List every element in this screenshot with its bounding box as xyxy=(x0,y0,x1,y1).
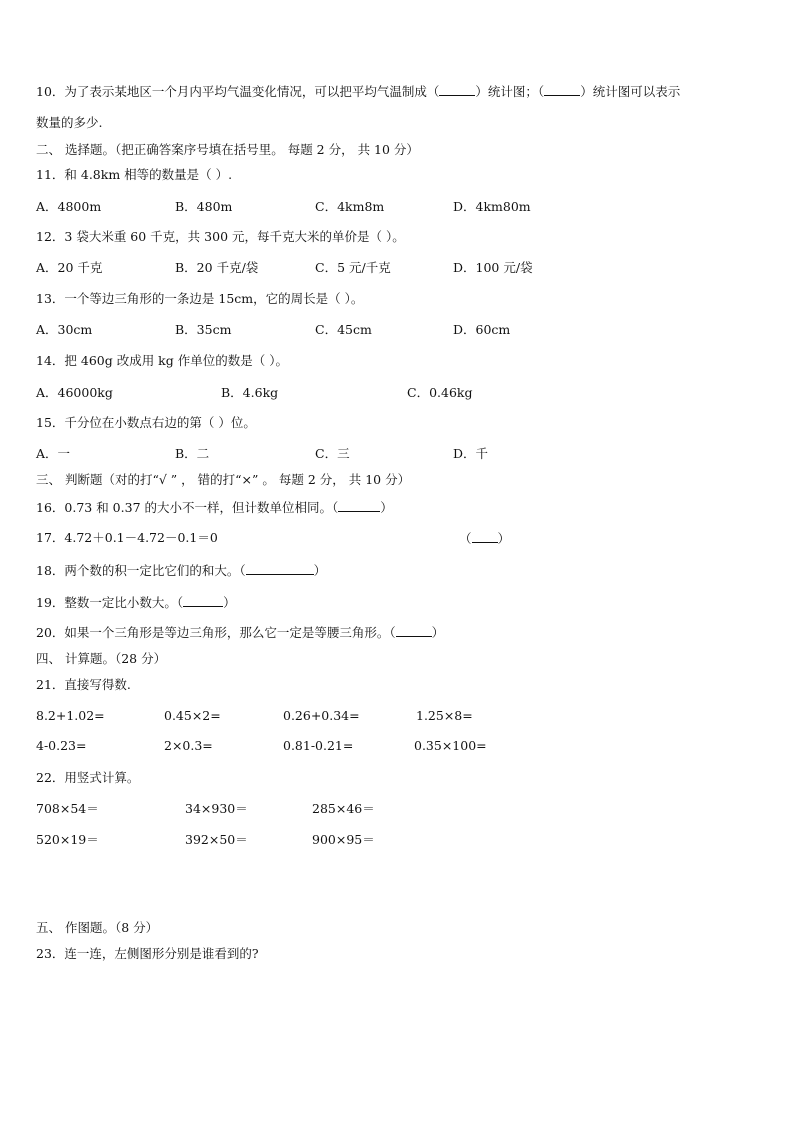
question-14-stem: 14．把 460g 改成用 kg 作单位的数是（ ）。 xyxy=(36,353,288,368)
close-paren: ） xyxy=(223,595,236,610)
open-paren: （ xyxy=(459,531,472,546)
q22-row-1 xyxy=(36,801,774,817)
calc-item: 285×46＝ xyxy=(312,801,375,816)
question-12-options xyxy=(36,260,774,276)
question-11-stem: 11．和 4.8km 相等的数量是（ ）. xyxy=(36,167,233,182)
option-d[interactable]: D．100 元/袋 xyxy=(453,260,533,275)
option-c[interactable]: C．三 xyxy=(315,446,350,461)
option-a[interactable]: A．30cm xyxy=(36,322,93,337)
option-b[interactable]: B．35cm xyxy=(175,322,232,337)
question-17 xyxy=(36,530,218,546)
section-5-title: 五、 作图题。（8 分） xyxy=(36,920,159,935)
calc-item: 520×19＝ xyxy=(36,832,99,847)
option-b[interactable]: B．20 千克/袋 xyxy=(175,260,259,275)
q10-text-c: ）统计图可以表示 xyxy=(580,84,681,99)
calc-item: 900×95＝ xyxy=(312,832,375,847)
calc-item: 34×930＝ xyxy=(185,801,248,816)
calc-item: 708×54＝ xyxy=(36,801,99,816)
question-13-stem: 13．一个等边三角形的一条边是 15cm，它的周长是（ ）。 xyxy=(36,291,364,306)
option-b[interactable]: B．二 xyxy=(175,446,210,461)
calc-item: 0.35×100= xyxy=(414,738,487,753)
answer-blank[interactable] xyxy=(246,562,314,575)
question-22-title: 22．用竖式计算。 xyxy=(36,770,140,785)
calc-item: 1.25×8= xyxy=(416,708,473,723)
q10-text-a: 10．为了表示某地区一个月内平均气温变化情况，可以把平均气温制成（ xyxy=(36,84,440,99)
q10-text-b: ）统计图；（ xyxy=(475,84,545,99)
option-a[interactable]: A．4800m xyxy=(36,199,102,214)
calc-item: 0.26+0.34= xyxy=(283,708,360,723)
q22-row-2 xyxy=(36,832,774,848)
q16-text: 16．0.73 和 0.37 的大小不一样，但计数单位相同。（ xyxy=(36,500,339,515)
question-19 xyxy=(36,594,236,611)
option-d[interactable]: D．4km80m xyxy=(453,199,531,214)
question-15-stem: 15．千分位在小数点右边的第（ ）位。 xyxy=(36,415,256,430)
answer-blank[interactable] xyxy=(183,594,223,607)
q21-row-2 xyxy=(36,738,774,754)
calc-item: 2×0.3= xyxy=(164,738,213,753)
question-15-options xyxy=(36,446,774,462)
close-paren: ） xyxy=(380,500,393,515)
q20-text: 20．如果一个三角形是等边三角形，那么它一定是等腰三角形。（ xyxy=(36,625,396,640)
close-paren: ） xyxy=(313,563,327,578)
section-2-title: 二、 选择题。（把正确答案序号填在括号里。 每题 2 分， 共 10 分） xyxy=(36,142,419,157)
answer-blank[interactable] xyxy=(338,499,380,512)
question-10-line-1 xyxy=(36,83,680,100)
option-c[interactable]: C．0.46kg xyxy=(407,385,473,400)
option-b[interactable]: B．480m xyxy=(175,199,233,214)
question-17-answer xyxy=(459,530,510,547)
option-a[interactable]: A．一 xyxy=(36,446,71,461)
option-b[interactable]: B．4.6kg xyxy=(221,385,279,400)
question-13-options xyxy=(36,322,774,338)
option-d[interactable]: D．60cm xyxy=(453,322,511,337)
calc-item: 4-0.23= xyxy=(36,738,87,753)
q18-text: 18．两个数的积一定比它们的和大。（ xyxy=(36,563,246,578)
option-a[interactable]: A．20 千克 xyxy=(36,260,103,275)
question-16 xyxy=(36,499,393,516)
question-10-line-2: 数量的多少. xyxy=(36,115,103,130)
answer-blank[interactable] xyxy=(472,530,498,543)
answer-blank[interactable] xyxy=(544,83,580,96)
calc-item: 0.81-0.21= xyxy=(283,738,354,753)
option-c[interactable]: C．5 元/千克 xyxy=(315,260,391,275)
option-c[interactable]: C．4km8m xyxy=(315,199,385,214)
question-20 xyxy=(36,624,444,641)
section-3-title: 三、 判断题（对的打“√ ” ， 错的打“×” 。 每题 2 分， 共 10 分） xyxy=(36,472,411,487)
question-11-options xyxy=(36,199,774,215)
question-23: 23．连一连，左侧图形分别是谁看到的? xyxy=(36,946,259,961)
q21-row-1 xyxy=(36,708,774,724)
answer-blank[interactable] xyxy=(396,624,432,637)
option-d[interactable]: D．千 xyxy=(453,446,489,461)
q17-text: 17．4.72＋0.1－4.72－0.1＝0 xyxy=(36,530,218,545)
question-12-stem: 12．3 袋大米重 60 千克，共 300 元，每千克大米的单价是（ ）。 xyxy=(36,229,405,244)
calc-item: 8.2+1.02= xyxy=(36,708,105,723)
calc-item: 392×50＝ xyxy=(185,832,248,847)
question-14-options xyxy=(36,385,774,401)
q19-text: 19．整数一定比小数大。（ xyxy=(36,595,184,610)
option-a[interactable]: A．46000kg xyxy=(36,385,113,400)
question-21-title: 21．直接写得数. xyxy=(36,677,131,692)
calc-item: 0.45×2= xyxy=(164,708,221,723)
answer-blank[interactable] xyxy=(439,83,475,96)
close-paren: ） xyxy=(431,625,445,640)
option-c[interactable]: C．45cm xyxy=(315,322,372,337)
close-paren: ） xyxy=(497,531,511,546)
question-18 xyxy=(36,562,326,579)
section-4-title: 四、 计算题。（28 分） xyxy=(36,651,167,666)
